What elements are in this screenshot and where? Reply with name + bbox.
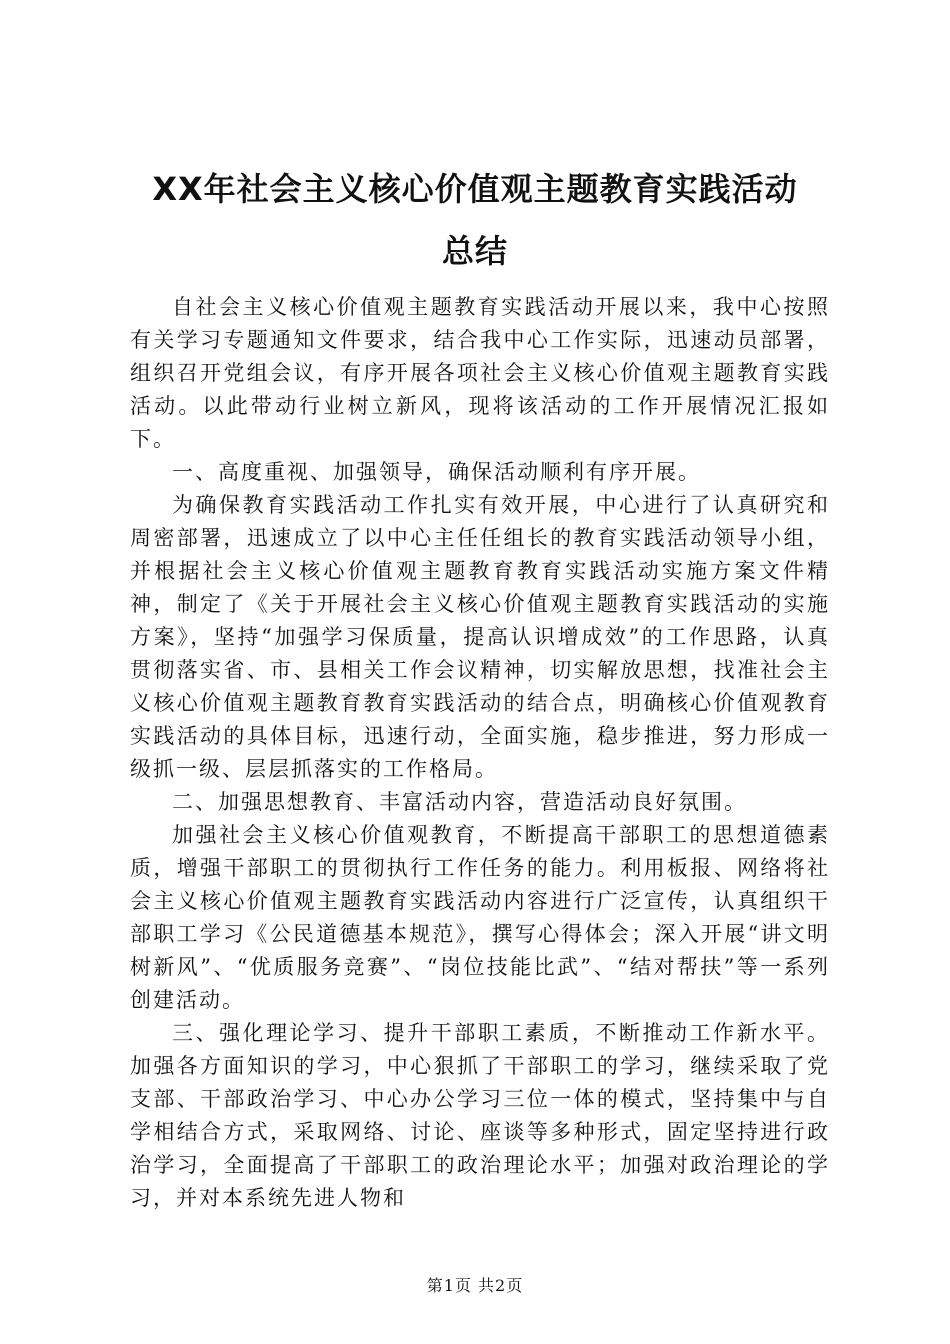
paragraph-section-2: 加强社会主义核心价值观教育，不断提高干部职工的思想道德素质，增强干部职工的贯彻执行工作任务的能力。利用板报、网络将社会主义核心价值观主题教育实践活动内容进行广泛宣传，认真组织干部职工学习《公民道德基本规范》，撰写心得体会；深入开展“讲文明树新风”、“优质服务竞赛”、“岗位技能比武”、“结对帮扶”等一系列创建活动。 xyxy=(130,823,830,1012)
page-footer: 第1页 共2页 xyxy=(426,1276,524,1295)
paragraph-section-3: 三、强化理论学习、提升干部职工素质，不断推动工作新水平。加强各方面知识的学习，中心狠抓了干部职工的学习，继续采取了党支部、干部政治学习、中心办公学习三位一体的模式，坚持集中与自学相结合方式，采取网络、讨论、座谈等多种形式，固定坚持进行政治学习，全面提高了干部职工的政治理论水平；加强对政治理论的学习，并对本系统先进人物和 xyxy=(130,1021,830,1210)
document-body xyxy=(130,291,830,1215)
title-line-2: 总结 xyxy=(441,232,508,270)
paragraph-intro: 自社会主义核心价值观主题教育实践活动开展以来，我中心按照有关学习专题通知文件要求，结合我中心工作实际，迅速动员部署，组织召开党组会议，有序开展各项社会主义核心价值观主题教育实践活动。以此带动行业树立新风，现将该活动的工作开展情况汇报如下。 xyxy=(130,295,830,451)
document-title xyxy=(100,158,850,282)
paragraph-section-1: 为确保教育实践活动工作扎实有效开展，中心进行了认真研究和周密部署，迅速成立了以中心主任任组长的教育实践活动领导小组，并根据社会主义核心价值观主题教育教育实践活动实施方案文件精神，制定了《关于开展社会主义核心价值观主题教育实践活动的实施方案》，坚持“加强学习保质量，提高认识增成效”的工作思路，认真贯彻落实省、市、县相关工作会议精神，切实解放思想，找准社会主义核心价值观主题教育教育实践活动的结合点，明确核心价值观教育实践活动的具体目标，迅速行动，全面实施，稳步推进，努力形成一级抓一级、层层抓落实的工作格局。 xyxy=(130,493,830,781)
title-line-1: XX年社会主义核心价值观主题教育实践活动 xyxy=(152,170,798,208)
section-heading-1: 一、高度重视、加强领导，确保活动顺利有序开展。 xyxy=(172,460,701,484)
section-heading-2: 二、加强思想教育、丰富活动内容，营造活动良好氛围。 xyxy=(172,790,747,814)
